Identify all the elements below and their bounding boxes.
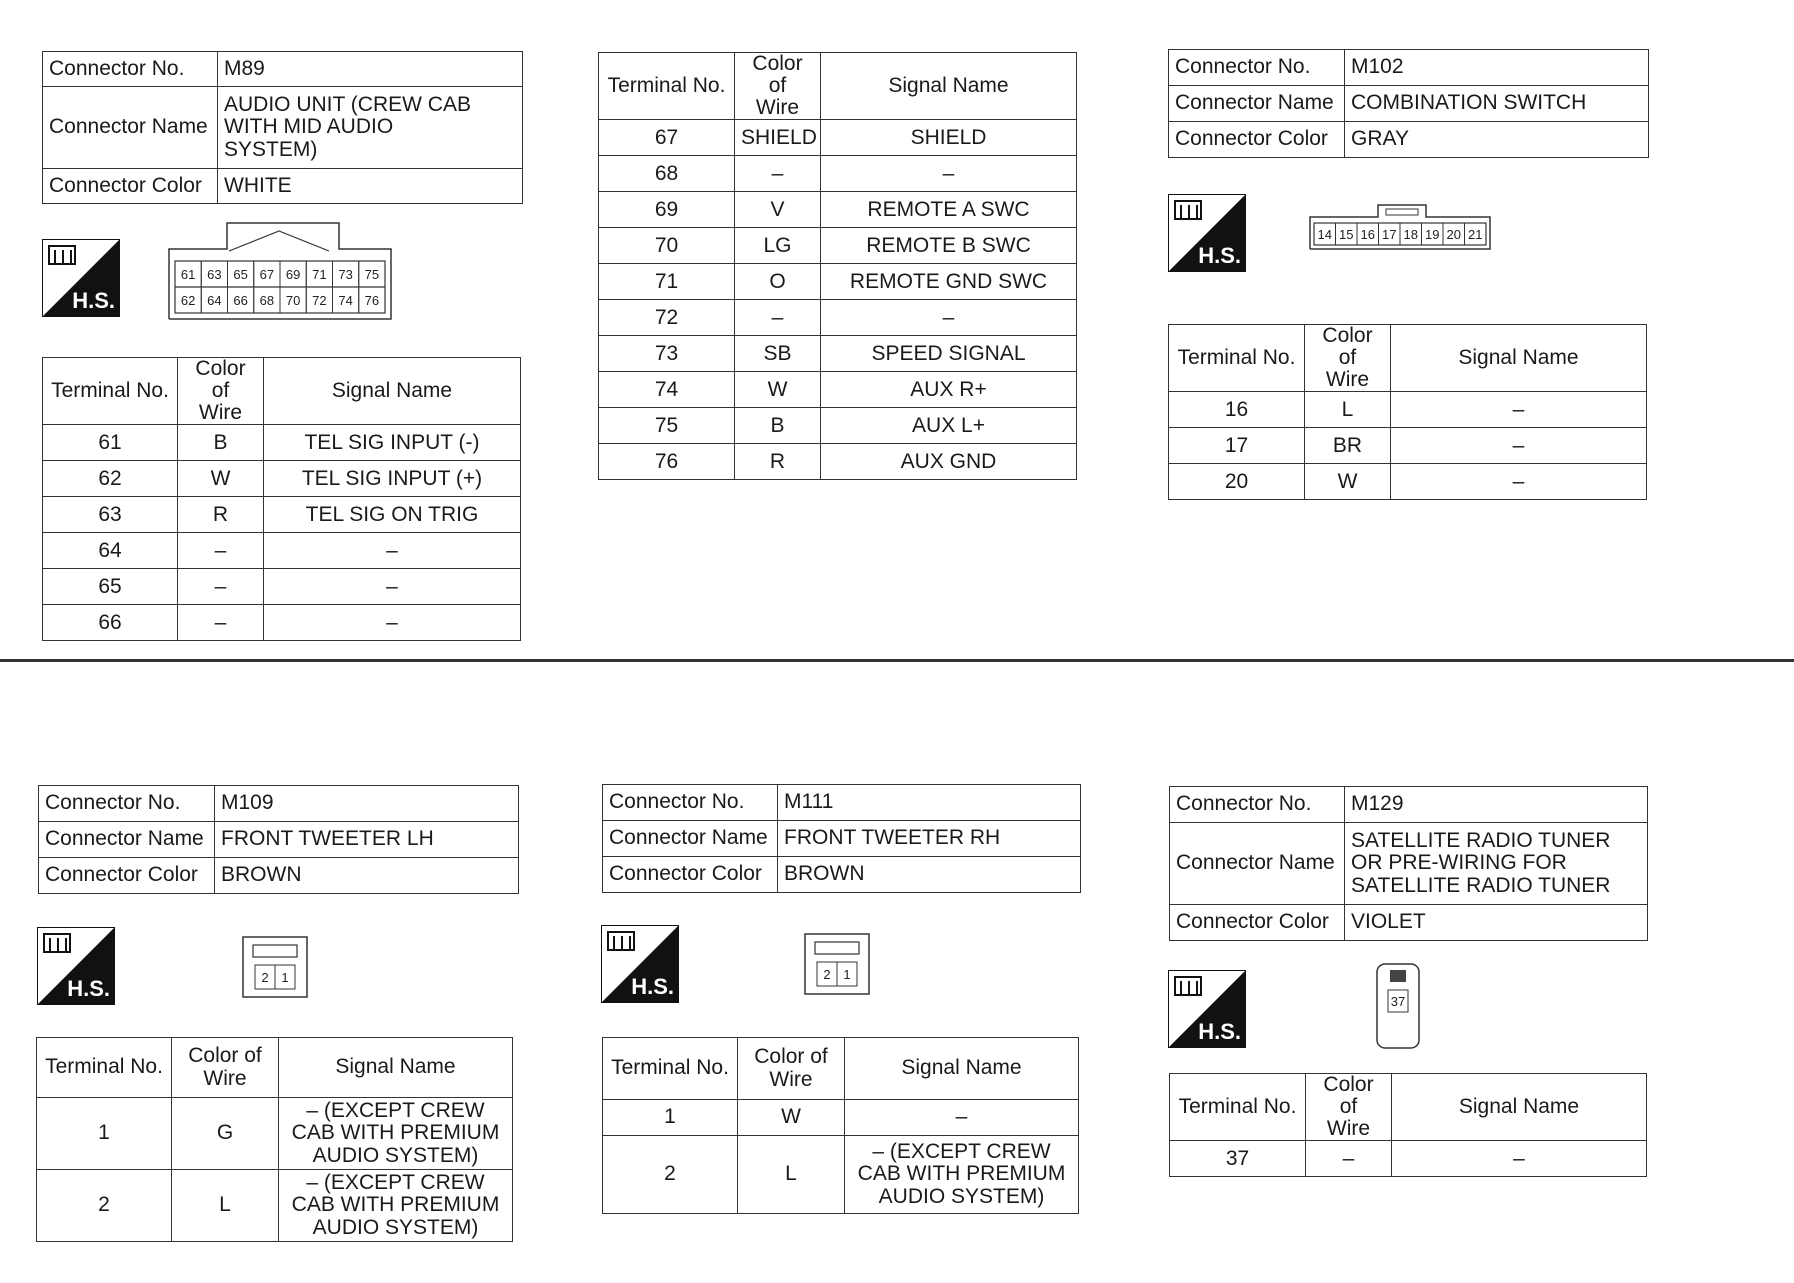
signal-name: – [1391,392,1647,428]
section-divider [0,659,1794,662]
signal-name: AUX GND [821,444,1077,480]
info-label: Connector Color [603,857,778,893]
harness-side-icon [42,239,120,317]
harness-side-label: H.S. [1198,243,1241,268]
info-row-number [1170,787,1648,823]
info-label: Connector Name [1169,86,1345,122]
terminal-number: 62 [43,461,178,497]
signal-name-header: Signal Name [279,1038,513,1098]
info-label: Connector No. [1169,50,1345,86]
info-row-name [43,87,523,169]
info-label: Connector Name [1170,823,1345,905]
m111-terminal-table [602,1037,1079,1214]
pin-number: 66 [233,293,248,308]
table-row [599,228,1077,264]
m111-info-table [602,784,1081,893]
m109-info-table [38,785,519,894]
pin-number: 69 [285,267,301,282]
table-row [1169,392,1647,428]
wire-color: – [1306,1141,1392,1177]
signal-name: – [821,300,1077,336]
pin-number: 2 [823,967,831,982]
info-label: Connector No. [1170,787,1345,823]
signal-name: – [821,156,1077,192]
info-label: Connector Name [43,87,218,169]
info-row-number [1169,50,1649,86]
table-row [43,461,521,497]
terminal-number: 20 [1169,464,1305,500]
terminal-number: 71 [599,264,735,300]
table-row [599,336,1077,372]
harness-side-icon [1168,194,1246,272]
signal-name: SHIELD [821,120,1077,156]
m109-connector-info [38,785,519,894]
table-row [599,300,1077,336]
info-row-color [39,858,519,894]
table-row [43,569,521,605]
harness-side-label: H.S. [67,976,110,1001]
connector-color: GRAY [1345,122,1649,158]
connector-name: SATELLITE RADIO TUNER OR PRE-WIRING FOR SATELLITE RADIO TUNER [1345,823,1648,905]
terminal-number: 1 [37,1098,172,1170]
table-row [599,264,1077,300]
wire-color-header: Color of Wire [172,1038,279,1098]
wire-color: – [735,156,821,192]
pin-number: 64 [207,293,222,308]
signal-name-header: Signal Name [845,1038,1079,1100]
m109-terminal-table [36,1037,513,1242]
signal-name: – (EXCEPT CREW CAB WITH PREMIUM AUDIO SYSTEM) [279,1098,513,1170]
connector-name: FRONT TWEETER RH [778,821,1081,857]
table-row [599,408,1077,444]
signal-name: – [264,569,521,605]
harness-side-icon [1168,970,1246,1048]
terminal-number: 16 [1169,392,1305,428]
wire-color: B [735,408,821,444]
pin-number: 71 [312,267,327,282]
m129-info-table [1169,786,1648,941]
info-row-color [43,169,523,204]
info-label: Connector No. [603,785,778,821]
info-label: Connector No. [39,786,215,822]
terminal-number-header: Terminal No. [603,1038,738,1100]
pin-number: 70 [285,293,301,308]
pin-number: 21 [1468,227,1483,242]
terminal-number: 75 [599,408,735,444]
pin-number: 37 [1390,994,1406,1009]
pin-number: 67 [259,267,275,282]
info-label: Connector Color [1170,905,1345,941]
terminal-number-header: Terminal No. [1170,1074,1306,1141]
signal-name: REMOTE GND SWC [821,264,1077,300]
terminal-number: 73 [599,336,735,372]
pin-number: 73 [338,267,353,282]
info-row-name [603,821,1081,857]
pin-number: 1 [281,970,289,985]
terminal-number: 70 [599,228,735,264]
table-row [599,444,1077,480]
wire-color-header: Color of Wire [735,53,821,120]
info-row-number [39,786,519,822]
info-row-color [1170,905,1648,941]
signal-name: AUX R+ [821,372,1077,408]
info-label: Connector Name [39,822,215,858]
wire-color: V [735,192,821,228]
connector-color: BROWN [778,857,1081,893]
pin-number: 18 [1403,227,1418,242]
table-row [599,156,1077,192]
signal-name: – [845,1100,1079,1136]
pin-number: 63 [207,267,222,282]
info-row-name [39,822,519,858]
wire-color: – [735,300,821,336]
signal-name-header: Signal Name [1391,325,1647,392]
m129-terminal-section [1169,1073,1647,1177]
terminal-number: 17 [1169,428,1305,464]
terminal-number-header: Terminal No. [1169,325,1305,392]
pin-number: 1 [843,967,851,982]
wire-color-header: Color of Wire [738,1038,845,1100]
table-row [43,497,521,533]
signal-name: – [1391,428,1647,464]
terminal-number: 64 [43,533,178,569]
terminal-number: 2 [603,1136,738,1214]
table-row [599,120,1077,156]
wire-color: L [738,1136,845,1214]
wire-color: – [178,605,264,641]
wire-color: SB [735,336,821,372]
m89-continued-terminal-table [598,52,1077,480]
m129-pin-layout [1373,962,1423,1050]
table-row [603,1136,1079,1214]
signal-name: – [1391,464,1647,500]
terminal-number-header: Terminal No. [599,53,735,120]
m89-continued-terminal-section [598,52,1077,480]
signal-name: – (EXCEPT CREW CAB WITH PREMIUM AUDIO SYSTEM) [279,1170,513,1242]
m111-terminal-section [602,1037,1079,1214]
m109-terminal-section [36,1037,513,1242]
pin-number: 61 [180,267,196,282]
connector-color: BROWN [215,858,519,894]
signal-name: REMOTE B SWC [821,228,1077,264]
connector-number: M102 [1345,50,1649,86]
signal-name: – [1392,1141,1647,1177]
m102-terminal-table [1168,324,1647,500]
wire-color-header: Color of Wire [1306,1074,1392,1141]
wire-color: W [1305,464,1391,500]
info-row-name [1170,823,1648,905]
terminal-number: 65 [43,569,178,605]
m89-connector-face [167,221,393,321]
m89-info-table [42,51,523,204]
wire-color: W [178,461,264,497]
m129-terminal-table [1169,1073,1647,1177]
wire-color: R [178,497,264,533]
harness-side-label: H.S. [72,288,115,313]
m102-info-table [1168,49,1649,158]
wire-color: R [735,444,821,480]
harness-side-label: H.S. [631,974,674,999]
terminal-number: 67 [599,120,735,156]
terminal-number-header: Terminal No. [37,1038,172,1098]
info-row-name [1169,86,1649,122]
terminal-number: 66 [43,605,178,641]
m89-pin-layout [167,221,393,321]
info-label: Connector Color [43,169,218,204]
signal-name: TEL SIG INPUT (-) [264,425,521,461]
table-row [43,533,521,569]
terminal-header-row [37,1038,513,1098]
signal-name-header: Signal Name [264,358,521,425]
pin-number: 62 [180,293,196,308]
m89-terminal-table [42,357,521,641]
signal-name: SPEED SIGNAL [821,336,1077,372]
terminal-number: 74 [599,372,735,408]
info-label: Connector No. [43,52,218,87]
m109-pin-layout [241,935,309,999]
table-row [599,192,1077,228]
terminal-number: 69 [599,192,735,228]
wire-color: O [735,264,821,300]
terminal-number: 68 [599,156,735,192]
m102-connector-info [1168,49,1649,158]
harness-side-icon [601,925,679,1003]
connector-number: M129 [1345,787,1648,823]
wire-color: G [172,1098,279,1170]
wire-color-header: Color of Wire [178,358,264,425]
wire-color: BR [1305,428,1391,464]
m102-connector-face [1308,201,1492,251]
pin-number: 14 [1317,227,1332,242]
info-label: Connector Color [1169,122,1345,158]
wire-color: B [178,425,264,461]
terminal-number: 72 [599,300,735,336]
connector-number: M109 [215,786,519,822]
m111-pin-layout [803,932,871,996]
pin-number: 76 [364,293,380,308]
table-row [599,372,1077,408]
table-row [1169,464,1647,500]
signal-name-header: Signal Name [821,53,1077,120]
m129-connector-info [1169,786,1648,941]
m89-connector-info [42,51,523,204]
pin-number: 74 [338,293,353,308]
m102-terminal-section [1168,324,1647,500]
info-row-color [603,857,1081,893]
connector-number: M89 [218,52,523,87]
info-row-color [1169,122,1649,158]
pin-number: 20 [1446,227,1461,242]
pin-number: 72 [312,293,327,308]
terminal-header-row [43,358,521,425]
info-row-number [603,785,1081,821]
wire-color: W [738,1100,845,1136]
connector-color: WHITE [218,169,523,204]
terminal-number: 1 [603,1100,738,1136]
connector-number: M111 [778,785,1081,821]
terminal-number: 37 [1170,1141,1306,1177]
wire-color-header: Color of Wire [1305,325,1391,392]
info-label: Connector Color [39,858,215,894]
signal-name: REMOTE A SWC [821,192,1077,228]
pin-number: 2 [261,970,269,985]
pin-number: 75 [364,267,380,282]
connector-name: COMBINATION SWITCH [1345,86,1649,122]
harness-side-icon [37,927,115,1005]
connector-color: VIOLET [1345,905,1648,941]
pin-number: 68 [259,293,275,308]
table-row [43,425,521,461]
terminal-header-row [1170,1074,1647,1141]
terminal-header-row [603,1038,1079,1100]
pin-number: 17 [1382,227,1397,242]
table-row [603,1100,1079,1136]
wire-color: L [172,1170,279,1242]
terminal-header-row [599,53,1077,120]
pin-number: 15 [1339,227,1354,242]
wire-color: L [1305,392,1391,428]
wire-color: W [735,372,821,408]
m102-pin-layout [1308,201,1492,251]
pin-number: 65 [233,267,248,282]
signal-name: – [264,605,521,641]
info-label: Connector Name [603,821,778,857]
signal-name: AUX L+ [821,408,1077,444]
wire-color: LG [735,228,821,264]
terminal-number: 76 [599,444,735,480]
wire-color: – [178,533,264,569]
terminal-number: 63 [43,497,178,533]
table-row [1169,428,1647,464]
table-row [37,1170,513,1242]
info-row-number [43,52,523,87]
connector-name: FRONT TWEETER LH [215,822,519,858]
table-row [37,1098,513,1170]
signal-name: TEL SIG INPUT (+) [264,461,521,497]
terminal-number-header: Terminal No. [43,358,178,425]
m129-connector-face [1373,962,1423,1050]
m109-connector-face [241,935,309,999]
harness-side-label: H.S. [1198,1019,1241,1044]
signal-name: TEL SIG ON TRIG [264,497,521,533]
wire-color: – [178,569,264,605]
pin-number: 19 [1425,227,1440,242]
terminal-header-row [1169,325,1647,392]
table-row [1170,1141,1647,1177]
pin-number: 16 [1360,227,1375,242]
signal-name: – (EXCEPT CREW CAB WITH PREMIUM AUDIO SYSTEM) [845,1136,1079,1214]
table-row [43,605,521,641]
signal-name-header: Signal Name [1392,1074,1647,1141]
m111-connector-info [602,784,1081,893]
m111-connector-face [803,932,871,996]
terminal-number: 2 [37,1170,172,1242]
signal-name: – [264,533,521,569]
wire-color: SHIELD [735,120,821,156]
connector-name: AUDIO UNIT (CREW CAB WITH MID AUDIO SYSTEM) [218,87,523,169]
m89-terminal-section [42,357,521,641]
terminal-number: 61 [43,425,178,461]
